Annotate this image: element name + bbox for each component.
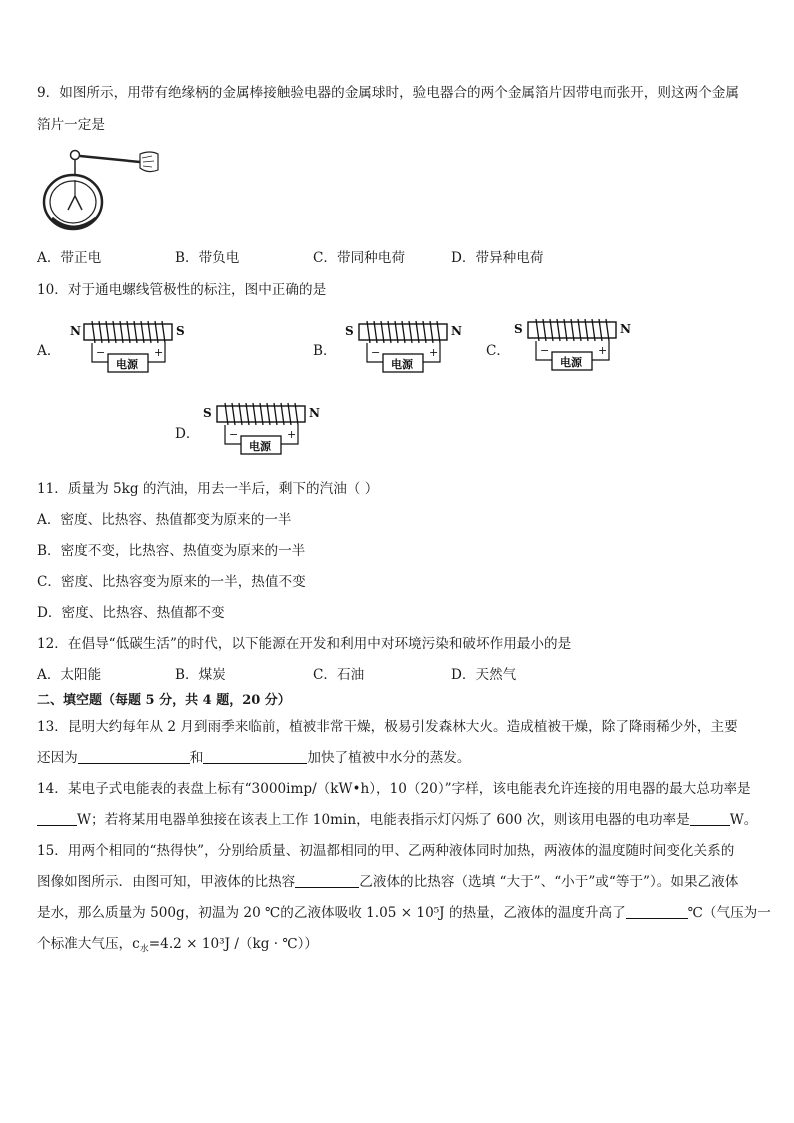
left-pole-label: N — [70, 324, 81, 338]
left-pole-label: S — [203, 406, 212, 420]
q9-stem-line2: 箔片一定是 — [37, 117, 105, 133]
minus-sign: − — [540, 344, 550, 357]
q9-option-a[interactable]: A．带正电 — [37, 250, 102, 266]
q12-option-a[interactable]: A．太阳能 — [37, 667, 102, 683]
left-pole-label: S — [514, 322, 523, 336]
q11-stem: 11．质量为 5kg 的汽油，用去一半后，剩下的汽油（ ） — [37, 481, 379, 497]
q15-line3 — [37, 904, 771, 922]
plus-sign: + — [598, 344, 608, 357]
q12-option-c[interactable]: C．石油 — [313, 667, 365, 683]
q12-stem: 12．在倡导“低碳生活”的时代，以下能源在开发和利用中对环境污染和破坏作用最小的是 — [37, 636, 572, 652]
q13-blank-1[interactable] — [78, 749, 190, 764]
q14-line1: 14．某电子式电能表的表盘上标有“3000imp/（kW•h），10（20）”字样，该电能表允许连接的用电器的最大总功率是 — [37, 781, 751, 797]
q15-blank-2[interactable] — [626, 904, 688, 919]
power-source-label: 电源 — [116, 358, 138, 371]
q9-option-d[interactable]: D．带异种电荷 — [451, 250, 544, 266]
q10-stem: 10．对于通电螺线管极性的标注，图中正确的是 — [37, 282, 327, 298]
left-pole-label: S — [345, 324, 354, 338]
power-source-label: 电源 — [560, 356, 582, 369]
q10-option-c[interactable]: C． — [486, 343, 510, 359]
q11-option-c[interactable]: C．密度、比热容变为原来的一半，热值不变 — [37, 574, 306, 590]
q13-line2 — [37, 749, 471, 767]
q15-line1: 15．用两个相同的“热得快”，分别给质量、初温都相同的甲、乙两种液体同时加热，两液体的温度随时间变化关系的 — [37, 843, 735, 859]
electroscope-figure — [40, 140, 160, 235]
solenoid-figure-d — [201, 400, 321, 466]
solenoid-svg — [68, 318, 188, 380]
q9-option-c[interactable]: C．带同种电荷 — [313, 250, 405, 266]
q15-text-e: 个标准大气压，c — [37, 936, 140, 952]
q12-option-d[interactable]: D．天然气 — [451, 667, 517, 683]
plus-sign: + — [287, 428, 297, 441]
q15-text-b: 乙液体的比热容（选填 “大于”、“小于”或“等于”）。如果乙液体 — [359, 874, 739, 890]
q15-subscript: 水 — [139, 944, 149, 955]
right-pole-label: N — [451, 324, 462, 338]
q13-text-a: 还因为 — [37, 750, 78, 766]
q13-text-c: 加快了植被中水分的蒸发。 — [307, 750, 471, 766]
q11-option-d[interactable]: D．密度、比热容、热值都不变 — [37, 605, 225, 621]
q10-option-a[interactable]: A． — [37, 343, 61, 359]
q15-line2 — [37, 873, 738, 891]
right-pole-label: S — [176, 324, 185, 338]
q13-line1: 13．昆明大约每年从 2 月到雨季来临前，植被非常干燥，极易引发森林大火。造成植被干燥，除了降雨稀少外，主要 — [37, 719, 738, 735]
q14-blank-2[interactable] — [690, 811, 730, 826]
power-source-label: 电源 — [391, 358, 413, 371]
q10-option-d[interactable]: D． — [175, 426, 200, 442]
solenoid-figure-b — [343, 318, 463, 384]
minus-sign: − — [96, 346, 106, 359]
q15-text-c: 是水，那么质量为 500g，初温为 20 ℃的乙液体吸收 1.05 × 10⁵J 的热量，乙液体的温度升高了 — [37, 905, 626, 921]
q14-text-b: W。 — [729, 812, 758, 828]
q11-option-b[interactable]: B．密度不变，比热容、热值变为原来的一半 — [37, 543, 306, 559]
q9-stem-line1: 9．如图所示，用带有绝缘柄的金属棒接触验电器的金属球时，验电器合的两个金属箔片因带电而张开，则这两个金属 — [37, 85, 739, 101]
right-pole-label: N — [620, 322, 631, 336]
solenoid-svg — [343, 318, 463, 380]
q15-blank-1[interactable] — [295, 873, 359, 888]
minus-sign: − — [371, 346, 381, 359]
q14-line2 — [37, 811, 757, 829]
power-source-label: 电源 — [249, 440, 271, 453]
q11-option-a[interactable]: A．密度、比热容、热值都变为原来的一半 — [37, 512, 292, 528]
solenoid-figure-a — [68, 318, 188, 384]
solenoid-figure-c — [512, 316, 632, 382]
q10-option-b[interactable]: B． — [313, 343, 337, 359]
q15-text-f: =4.2 × 10³J /（kg · ℃）） — [148, 936, 319, 952]
q15-line4 — [37, 935, 318, 959]
q14-blank-1[interactable] — [37, 811, 77, 826]
right-pole-label: N — [309, 406, 320, 420]
q9-option-b[interactable]: B．带负电 — [175, 250, 240, 266]
solenoid-svg — [512, 316, 632, 378]
q12-option-b[interactable]: B．煤炭 — [175, 667, 226, 683]
q15-text-a: 图像如图所示．由图可知，甲液体的比热容 — [37, 874, 296, 890]
solenoid-svg — [201, 400, 321, 462]
q13-text-b: 和 — [189, 750, 204, 766]
metal-rod — [80, 156, 140, 162]
q14-text-a: W；若将某用电器单独接在该表上工作 10min，电能表指示灯闪烁了 600 次，则该用电器的电功率是 — [77, 812, 690, 828]
metal-ball — [71, 151, 80, 160]
minus-sign: − — [229, 428, 239, 441]
plus-sign: + — [429, 346, 439, 359]
plus-sign: + — [154, 346, 164, 359]
q13-blank-2[interactable] — [203, 749, 307, 764]
section-2-title: 二、填空题（每题 5 分，共 4 题，20 分） — [37, 693, 291, 708]
q15-text-d: ℃（气压为一 — [687, 905, 771, 921]
